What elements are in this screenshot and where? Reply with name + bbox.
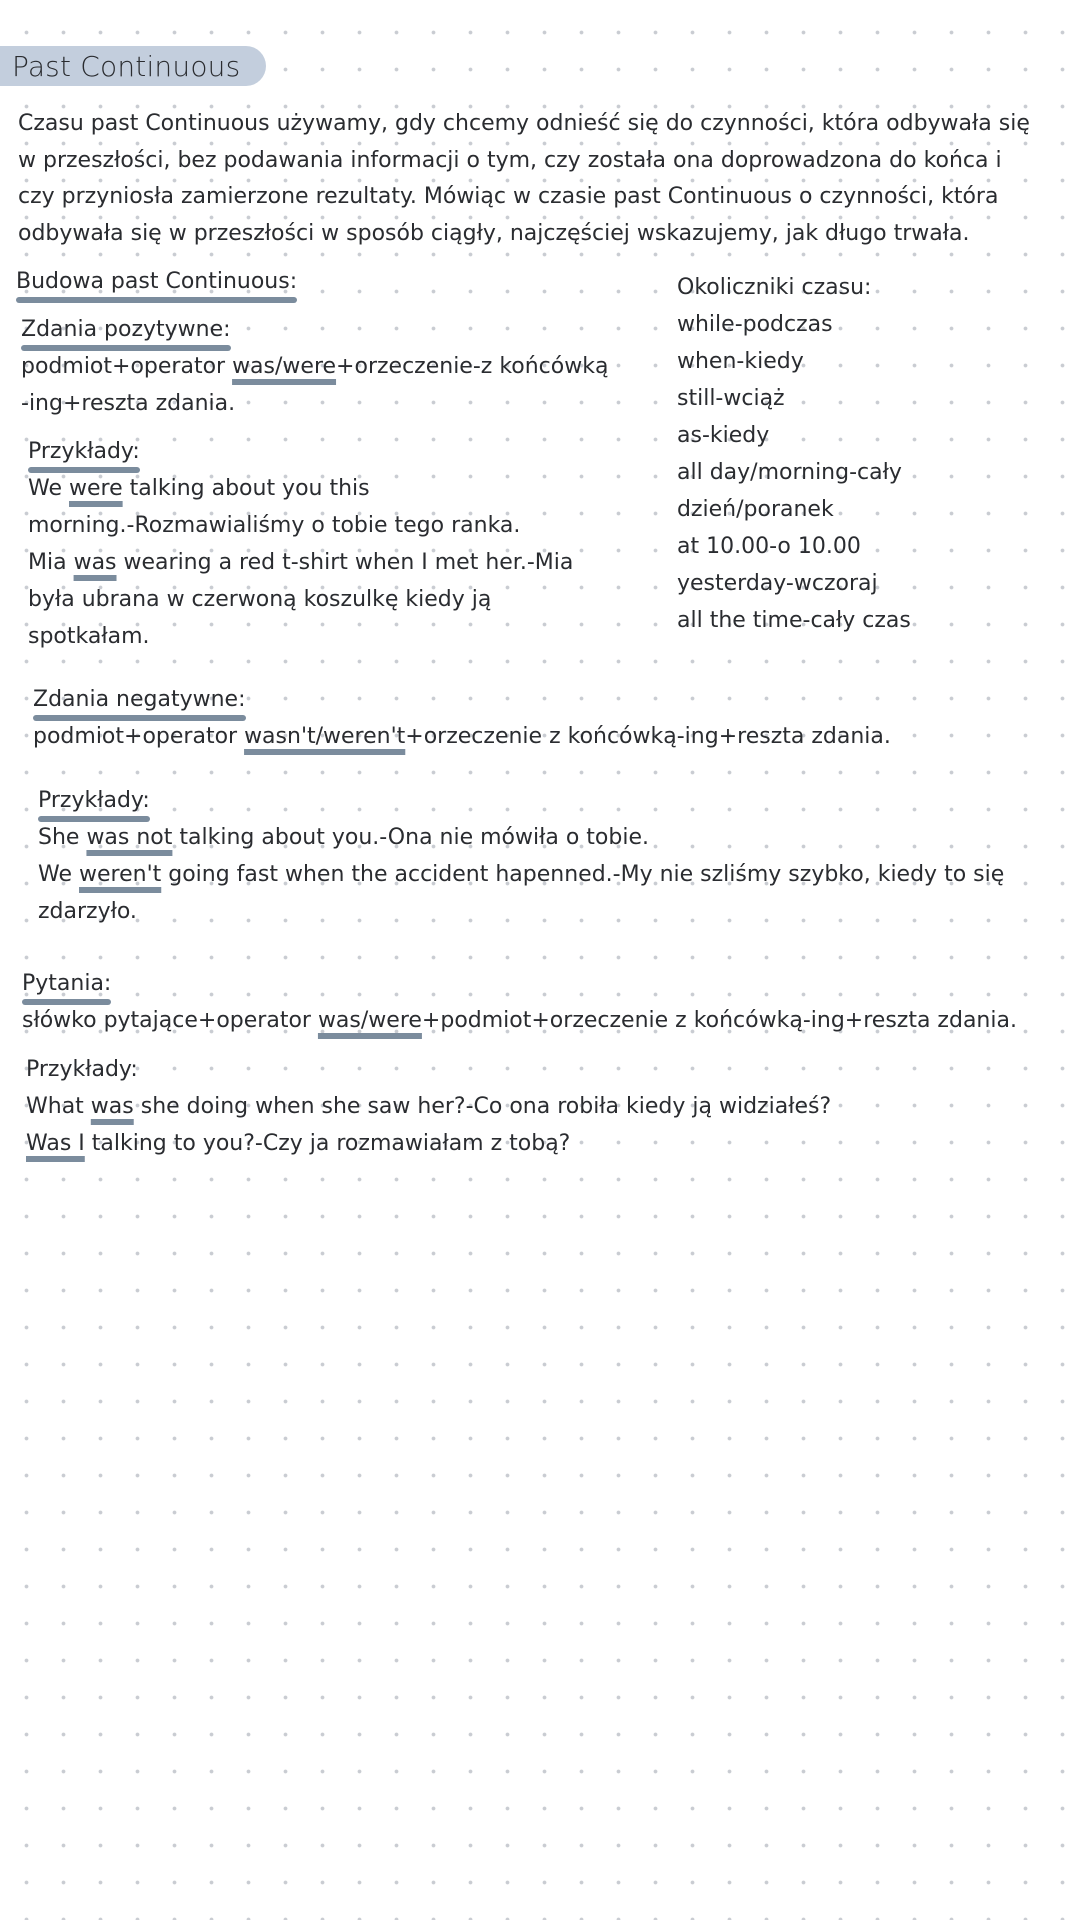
questions-examples-heading: Przykłady: (26, 1057, 138, 1082)
example-text: What (26, 1094, 91, 1119)
operator-highlight: wasn't/weren't (244, 724, 406, 749)
negative-heading-text: Zdania negatywne: (33, 687, 246, 712)
example-text: We (28, 476, 69, 501)
operator-highlight: weren't (79, 862, 162, 887)
questions-heading (22, 969, 111, 999)
example-text: talking about you.-Ona nie mówiła o tobie. (172, 825, 649, 850)
positive-rule-line1 (21, 352, 608, 382)
adverbial-item: dzień/poranek (677, 497, 834, 522)
underline-mark (33, 715, 246, 721)
rule-text: podmiot+operator (21, 354, 233, 379)
operator-highlight: was not (86, 825, 173, 850)
examples-heading-text: Przykłady: (28, 439, 140, 464)
adverbial-item: when-kiedy (677, 349, 804, 374)
example-text: talking to you?-Czy ja rozmawiałam z tobą? (84, 1131, 571, 1156)
operator-highlight: was (73, 550, 117, 575)
example-text: talking about you this (122, 476, 370, 501)
intro-paragraph (18, 106, 1038, 252)
rule-text: słówko pytające+operator (22, 1008, 318, 1033)
positive-rule-line2: -ing+reszta zdania. (21, 391, 236, 416)
example-text: We (38, 862, 79, 887)
intro-line: Czasu past Continuous używamy, gdy chcemy odnieść się do czynności, która odbywała się (18, 111, 1030, 136)
intro-line: w przeszłości, bez podawania informacji o tym, czy została ona doprowadzona do końca i (18, 147, 1002, 173)
negative-heading (33, 685, 246, 715)
adverbial-item: still-wciąż (677, 386, 785, 411)
operator-highlight: was/were (232, 354, 337, 379)
time-adverbials-heading: Okoliczniki czasu: (677, 275, 872, 300)
positive-examples-heading (28, 437, 140, 467)
rule-text: +orzeczenie z końcówką-ing+reszta zdania. (405, 724, 891, 749)
underline-mark (21, 345, 231, 351)
positive-example-1-line2: morning.-Rozmawialiśmy o tobie tego ranka. (28, 513, 521, 538)
negative-example-1 (38, 823, 649, 853)
negative-examples-heading (38, 786, 150, 816)
budowa-heading-text: Budowa past Continuous: (16, 269, 298, 294)
example-text: She (38, 825, 87, 850)
underline-mark (16, 297, 297, 303)
negative-heading-line (33, 685, 246, 715)
underline-mark (22, 999, 111, 1005)
example-text: going fast when the accident hapenned.-My nie szliśmy szybko, kiedy to się (161, 862, 1005, 887)
operator-highlight: were (69, 476, 123, 501)
example-text: Mia (28, 550, 74, 575)
adverbial-item: as-kiedy (677, 423, 770, 448)
adverbial-item: all the time-cały czas (677, 608, 911, 633)
adverbial-item: all day/morning-cały (677, 460, 902, 485)
example-text: wearing a red t-shirt when I met her.-Mia (116, 550, 574, 575)
positive-example-2-line2: była ubrana w czerwoną koszulkę kiedy ją (28, 587, 492, 612)
questions-heading-text: Pytania: (22, 971, 112, 996)
budowa-heading-line (16, 267, 297, 297)
adverbial-item: yesterday-wczoraj (677, 571, 878, 596)
positive-example-2-line3: spotkałam. (28, 624, 150, 649)
negative-examples-heading-line (38, 786, 150, 816)
positive-heading-text: Zdania pozytywne: (21, 317, 231, 342)
adverbial-item: while-podczas (677, 312, 833, 337)
positive-example-2 (28, 548, 573, 578)
intro-line: odbywała się w przeszłości w sposób ciągły, najczęściej wskazujemy, jak długo trwała. (18, 220, 970, 246)
negative-example-2-line2: zdarzyło. (38, 899, 137, 924)
negative-rule (33, 722, 891, 752)
example-text: she doing when she saw her?-Co ona robiła kiedy ją widziałeś? (133, 1094, 832, 1119)
positive-heading (21, 315, 231, 345)
questions-example-2 (26, 1129, 570, 1159)
operator-highlight: was/were (317, 1008, 422, 1033)
positive-examples-heading-line (28, 437, 140, 467)
operator-highlight: was (90, 1094, 134, 1119)
questions-rule (22, 1006, 1017, 1036)
underline-mark (38, 816, 150, 822)
negative-example-2 (38, 860, 1004, 890)
budowa-heading (16, 267, 297, 297)
adverbial-item: at 10.00-o 10.00 (677, 534, 861, 559)
questions-heading-line (22, 969, 111, 999)
positive-heading-line (21, 315, 231, 345)
rule-text: podmiot+operator (33, 724, 245, 749)
underline-mark (28, 467, 140, 473)
operator-highlight: Was I (26, 1131, 85, 1156)
positive-example-1 (28, 474, 370, 504)
examples-heading-text: Przykłady: (38, 788, 150, 813)
intro-line: czy przyniosła zamierzone rezultaty. Mówiąc w czasie past Continuous o czynności, która (18, 184, 999, 209)
title-pill (0, 46, 266, 86)
rule-text: +orzeczenie-z końcówką (336, 354, 609, 379)
page-title: Past Continuous (12, 49, 241, 83)
questions-example-1 (26, 1092, 831, 1122)
rule-text: +podmiot+orzeczenie z końcówką-ing+reszta zdania. (421, 1008, 1017, 1033)
